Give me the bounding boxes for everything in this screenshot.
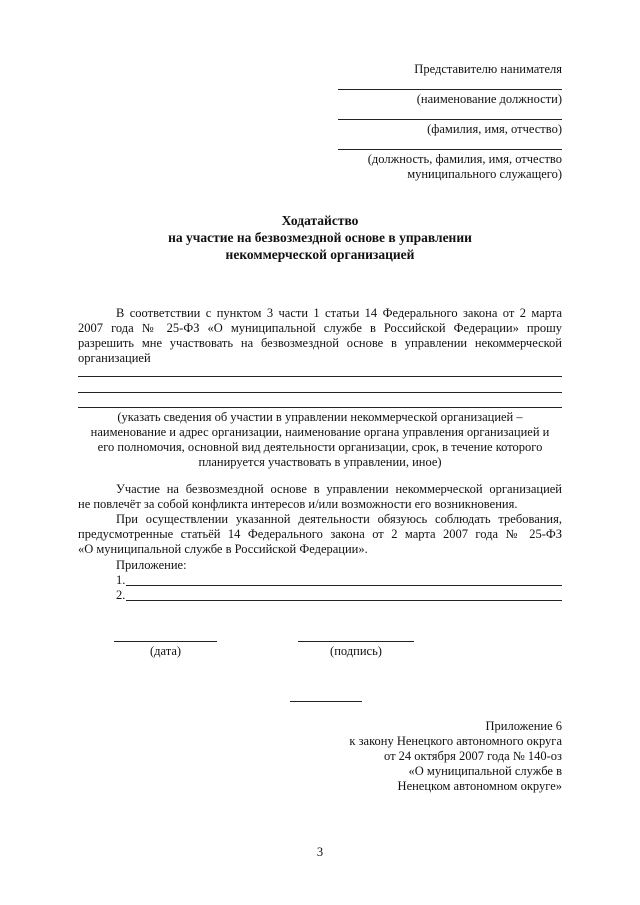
page-number: 3 (316, 845, 324, 859)
appendix-line3: от 24 октября 2007 года № 140-оз (383, 749, 562, 763)
name-blank-line (338, 119, 562, 120)
doc-subtitle-line2: некоммерческой организацией (225, 247, 415, 262)
request-paragraph (78, 306, 562, 366)
signature-blank-line (298, 641, 414, 642)
info-hint-line3: его полномочия, основной вид деятельности организации, срок, в течение которого (97, 440, 543, 454)
attachment-item-1-line (126, 585, 562, 586)
request-line2: 2007 года № 25-ФЗ «О муниципальной службе в Российской Федерации» прошу (78, 321, 562, 335)
obligation-line1: При осуществлении указанной деятельности обязуюсь соблюдать требования, (116, 512, 562, 526)
request-line4: организацией (78, 351, 151, 365)
attachment-label: Приложение: (116, 558, 187, 572)
employee-blank-line (338, 149, 562, 150)
addressee-text: Представителю нанимателя (414, 62, 562, 76)
signature-caption: (подпись) (330, 644, 382, 658)
info-hint-line2: наименование и адрес организации, наименование органа управления организацией и (90, 425, 550, 439)
attachment-item-1-number: 1. (116, 573, 126, 587)
obligation-paragraph (78, 512, 562, 557)
obligation-line2: предусмотренные статьёй 14 Федерального закона от 2 марта 2007 года № 25-ФЗ (78, 527, 562, 541)
appendix-line2: к закону Ненецкого автономного округа (349, 734, 562, 748)
info-hint-line4: планируется участвовать в управлении, иное) (198, 455, 442, 469)
appendix-line5: Ненецком автономном округе» (397, 779, 562, 793)
info-hint-line1: (указать сведения об участии в управлении некоммерческой организацией – (117, 410, 523, 424)
conflict-line2: не повлечёт за собой конфликта интересов и/или возможности его возникновения. (78, 497, 518, 511)
doc-title: Ходатайство (281, 213, 359, 228)
position-blank-line (338, 89, 562, 90)
name-caption: (фамилия, имя, отчество) (427, 122, 562, 136)
doc-subtitle-line1: на участие на безвозмездной основе в управлении (168, 230, 472, 245)
date-blank-line (114, 641, 217, 642)
position-caption: (наименование должности) (416, 92, 562, 106)
attachment-item-2-number: 2. (116, 588, 126, 602)
attachment-item-2-line (126, 600, 562, 601)
appendix-line4: «О муниципальной службе в (408, 764, 562, 778)
info-blank-line-3 (78, 407, 562, 408)
obligation-line3: «О муниципальной службе в Российской Федерации». (78, 542, 368, 556)
employee-caption-line1: (должность, фамилия, имя, отчество (367, 152, 562, 166)
employee-caption-line2: муниципального служащего) (407, 167, 562, 181)
request-line1: В соответствии с пунктом 3 части 1 статьи 14 Федерального закона от 2 марта (116, 306, 562, 320)
info-blank-line-2 (78, 392, 562, 393)
conflict-paragraph (78, 482, 562, 512)
request-line3: разрешить мне участвовать на безвозмездной основе в управлении некоммерческой (78, 336, 562, 350)
conflict-line1: Участие на безвозмездной основе в управлении некоммерческой организацией (116, 482, 562, 496)
appendix-line1: Приложение 6 (485, 719, 562, 733)
separator-line (290, 701, 362, 702)
date-caption: (дата) (149, 644, 182, 658)
info-blank-line-1 (78, 376, 562, 377)
